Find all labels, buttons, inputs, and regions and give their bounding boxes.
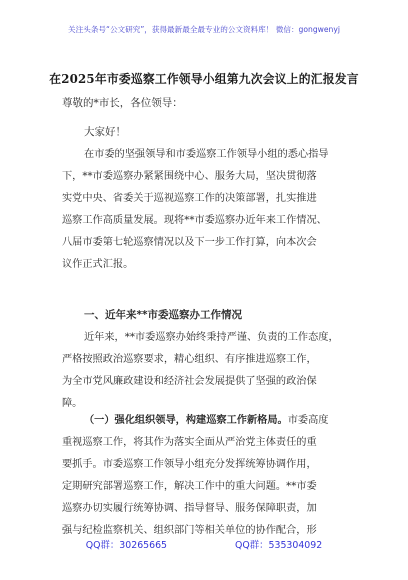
paragraph-line: 强与纪检监察机关、组织部门等相关单位的协作配合，形 [62,525,317,536]
subsection-paragraph [62,410,354,542]
paragraph-line: 巡察工作高质量发展。现将**市委巡察办近年来工作情况、 [62,215,327,226]
paragraph-line: 实党中央、省委关于巡视巡察工作的决策部署，扎实推进 [62,193,317,204]
paragraph-line: 议作正式汇报。 [62,259,134,270]
paragraph-line: 八届市委第七轮巡察情况以及下一步工作打算，向本次会 [62,237,317,248]
paragraph-line: 要抓手。市委巡察工作领导小组充分发挥统筹协调作用， [62,459,317,470]
paragraph-line: 在市委的坚强领导和市委巡察工作领导小组的悉心指导 [84,149,329,160]
paragraph-line: 巡察办切实履行统筹协调、指导督导、服务保障职责，加 [62,503,317,514]
document-title: 在2025年市委巡察工作领导小组第九次会议上的汇报发言 [49,72,359,86]
section-paragraph [62,327,354,415]
greeting: 大家好！ [84,126,126,138]
paragraph-line: 严格按照政治巡察要求，精心组织、有序推进巡察工作， [62,354,317,365]
subsection-text: 市委高度 [287,415,329,426]
paragraph-line: 为全市党风廉政建设和经济社会发展提供了坚强的政治保 [62,376,317,387]
paragraph-line: 定期研究部署巡察工作，解决工作中的重大问题。**市委 [62,481,317,492]
salutation: 尊敬的*市长，各位领导： [62,97,183,109]
paragraph-line: 近年来，**市委巡察办始终秉持严谨、负责的工作态度， [84,332,339,343]
intro-paragraph [62,144,354,276]
paragraph-line [62,410,354,432]
footer-contacts [0,537,408,551]
header-notice: 关注头条号“公文研究”，获得最新最全最专业的公文资料库！ 微信：gongwenyj [68,25,340,34]
footer-qq-group-2: QQ群：535304092 [235,540,323,551]
section-heading: 一、近年来**市委巡察办工作情况 [84,309,242,321]
footer-qq-group-1: QQ群：30265665 [85,540,168,551]
paragraph-line: 障。 [62,398,83,409]
paragraph-line: 重视巡察工作，将其作为落实全面从严治党主体责任的重 [62,437,317,448]
subsection-heading: （一）强化组织领导，构建巡察工作新格局。 [84,415,288,426]
paragraph-line: 下，**市委巡察办紧紧围绕中心、服务大局，坚决贯彻落 [62,171,317,182]
